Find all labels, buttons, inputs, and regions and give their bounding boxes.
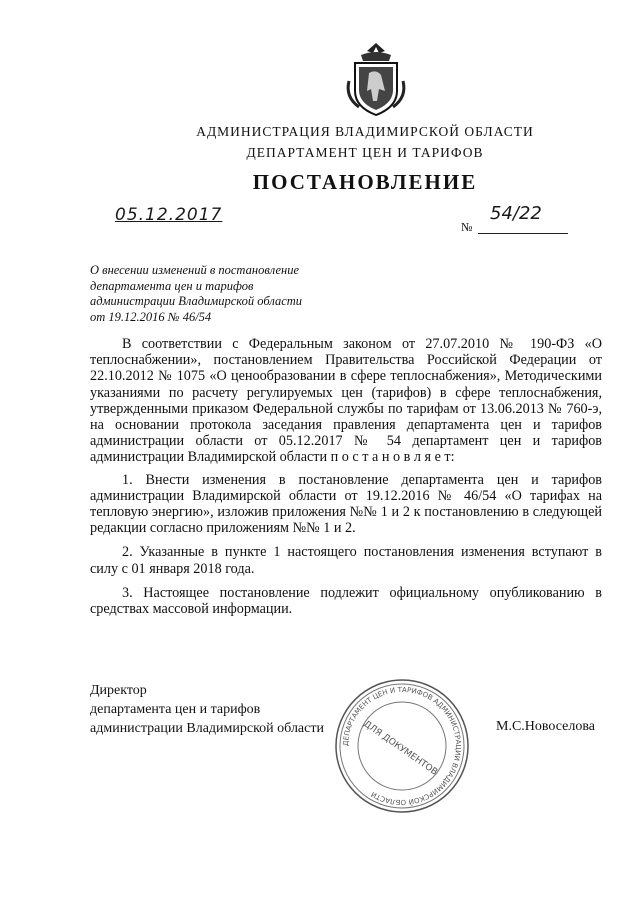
document-title: ПОСТАНОВЛЕНИЕ: [252, 170, 478, 194]
clause-paragraph: 3. Настоящее постановление подлежит официальному опубликованию в средствах массовой информации.: [90, 584, 602, 618]
subject-line: от 19.12.2016 № 46/54: [90, 309, 212, 324]
signatory-name: М.С.Новоселова: [496, 719, 595, 734]
subject-block: [90, 263, 320, 325]
clause-paragraph: 1. Внести изменения в постановление департамента цен и тарифов администрации Владимирской области от 19.12.2016 № 46/54 «О тарифах на тепловую энергию», изложив приложения №№ 1 и 2 к постановлению в следующей редакции согласно приложениям №№ 1 и 2.: [90, 471, 602, 537]
signatory-title: [90, 681, 350, 738]
preamble-paragraph: В соответствии с Федеральным законом от 27.07.2010 № 190-ФЗ «О теплоснабжении», постановлением Правительства Российской Федерации от 22.10.2012 № 1075 «О ценообразовании в сфере теплоснабжения», Методическими указаниями по расчету регулируемых цен (тарифов) в сфере теплоснабжения, утвержденными приказом Федеральной службы по тарифам от 13.06.2013 № 760-э, на основании протокола заседания правления департамента цен и тарифов администрации области от 05.12.2017 № 54 департамент цен и тарифов администрации Владимирской области п о с т а н о в л я е т:: [90, 336, 602, 466]
round-seal-icon: [333, 677, 471, 815]
document-number: 54/22: [490, 203, 542, 224]
org-name-line1: АДМИНИСТРАЦИЯ ВЛАДИМИРСКОЙ ОБЛАСТИ: [196, 124, 534, 139]
number-label: №: [461, 220, 473, 234]
document-body: [90, 336, 602, 625]
document-date: 05.12.2017: [115, 205, 223, 225]
number-underline: [478, 233, 568, 234]
stamp-center-text: ДЛЯ ДОКУМЕНТОВ: [361, 719, 440, 778]
stamp-ring-text: ДЕПАРТАМЕНТ ЦЕН И ТАРИФОВ АДМИНИСТРАЦИИ ВЛАДИМИРСКОЙ ОБЛАСТИ: [341, 685, 463, 807]
signatory-title-line: администрации Владимирской области: [90, 721, 324, 736]
subject-line: О внесении изменений в постановление: [90, 263, 300, 277]
signatory-title-line: Директор: [90, 683, 147, 698]
coat-of-arms-icon: [341, 41, 411, 119]
subject-line: департамента цен и тарифов: [90, 278, 254, 293]
clause-paragraph: 2. Указанные в пункте 1 настоящего постановления изменения вступают в силу с 01 января 2018 года.: [90, 544, 602, 577]
org-name-line2: ДЕПАРТАМЕНТ ЦЕН И ТАРИФОВ: [246, 145, 484, 160]
subject-line: администрации Владимирской области: [90, 294, 303, 308]
signatory-title-line: департамента цен и тарифов: [90, 702, 261, 717]
